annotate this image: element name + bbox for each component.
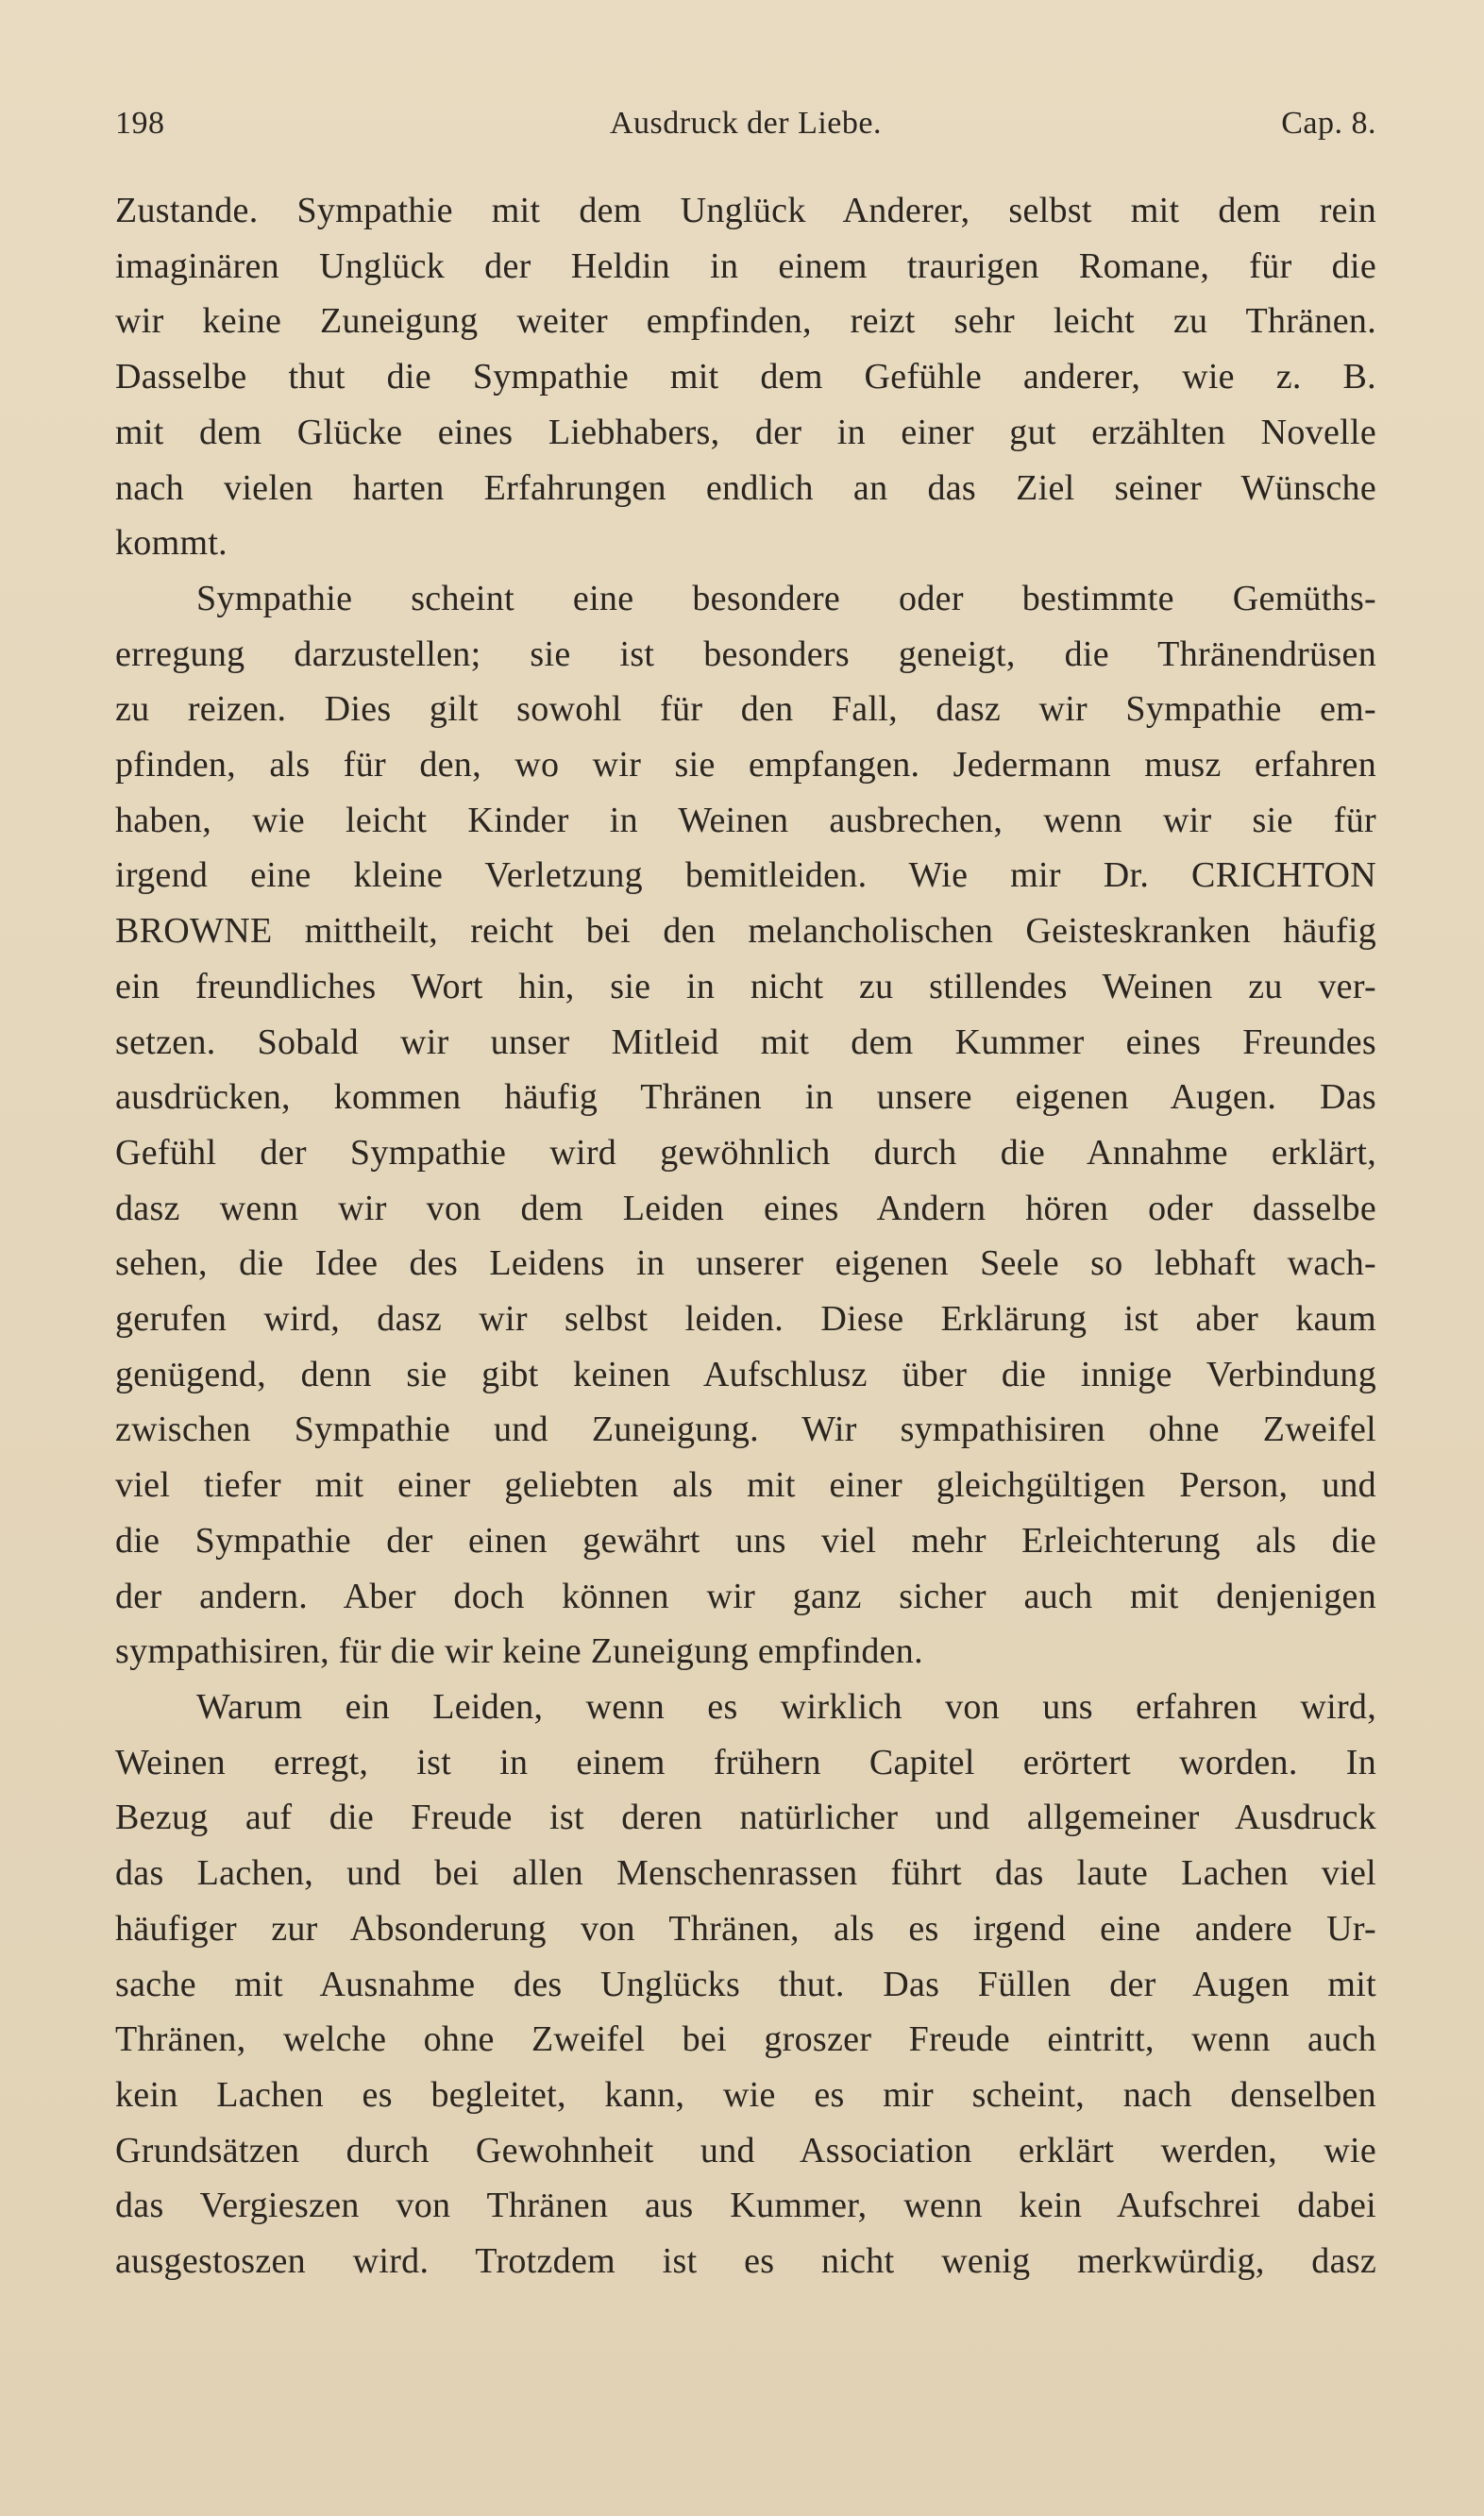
text-line: Thränen, welche ohne Zweifel bei groszer Freude eintritt, wenn auch [115,2019,1376,2060]
text-line: sehen, die Idee des Leidens in unserer eigenen Seele so lebhaft wach- [115,1243,1376,1284]
text-line: genügend, denn sie gibt keinen Aufschlusz über die innige Verbindung [115,1354,1376,1394]
text-line: Weinen erregt, ist in einem frühern Capitel erörtert worden. In [115,1742,1376,1782]
text-line: sache mit Ausnahme des Unglücks thut. Das Füllen der Augen mit [115,1964,1376,2004]
text-line: imaginären Unglück der Heldin in einem traurigen Romane, für die [115,245,1376,286]
paragraph-3 [115,1680,1376,2289]
text-line: zwischen Sympathie und Zuneigung. Wir sympathisiren ohne Zweifel [115,1410,1376,1450]
text-line: irgend eine kleine Verletzung bemitleiden. Wie mir Dr. CRICHTON [115,855,1376,896]
text-line: das Vergieszen von Thränen aus Kummer, wenn kein Aufschrei dabei [115,2186,1376,2226]
running-title: Ausdruck der Liebe. [609,106,882,141]
text-line: pfinden, als für den, wo wir sie empfangen. Jedermann musz erfahren [115,745,1376,785]
text-line: häufiger zur Absonderung von Thränen, als es irgend eine andere Ur- [115,1908,1376,1949]
text-line: BROWNE mittheilt, reicht bei den melancholischen Geisteskranken häufig [115,911,1376,952]
text-line: sympathisiren, für die wir keine Zuneigung empfinden. [115,1631,923,1672]
text-line: erregung darzustellen; sie ist besonders geneigt, die Thränendrüsen [115,633,1376,674]
text-line: wir keine Zuneigung weiter empfinden, reizt sehr leicht zu Thränen. [115,301,1376,342]
text-line: ausdrücken, kommen häufig Thränen in unsere eigenen Augen. Das [115,1077,1376,1118]
text-line: Gefühl der Sympathie wird gewöhnlich durch die Annahme erklärt, [115,1132,1376,1173]
text-line: kein Lachen es begleitet, kann, wie es mir scheint, nach denselben [115,2074,1376,2115]
text-line: der andern. Aber doch können wir ganz sicher auch mit denjenigen [115,1576,1376,1616]
paragraph-1 [115,183,1376,571]
text-line: Grundsätzen durch Gewohnheit und Association erklärt werden, wie [115,2130,1376,2170]
text-line: das Lachen, und bei allen Menschenrassen führt das laute Lachen viel [115,1853,1376,1894]
text-line: dasz wenn wir von dem Leiden eines Andern hören oder dasselbe [115,1188,1376,1228]
text-line: mit dem Glücke eines Liebhabers, der in einer gut erzählten Novelle [115,412,1376,452]
page-number: 198 [115,106,165,141]
text-line: Bezug auf die Freude ist deren natürlicher und allgemeiner Ausdruck [115,1798,1376,1838]
text-line: die Sympathie der einen gewährt uns viel mehr Erleichterung als die [115,1520,1376,1561]
text-line: kommt. [115,523,228,564]
text-line: viel tiefer mit einer geliebten als mit einer gleichgültigen Person, und [115,1465,1376,1506]
text-line: Zustande. Sympathie mit dem Unglück Anderer, selbst mit dem rein [115,191,1376,230]
text-line: zu reizen. Dies gilt sowohl für den Fall, dasz wir Sympathie em- [115,689,1376,730]
text-line: Warum ein Leiden, wenn es wirklich von uns erfahren wird, [196,1686,1376,1727]
body-text [115,183,1376,2289]
paragraph-2 [115,571,1376,1680]
chapter-label: Cap. 8. [1281,106,1376,141]
text-line: Sympathie scheint eine besondere oder bestimmte Gemüths- [196,578,1376,618]
text-line: haben, wie leicht Kinder in Weinen ausbrechen, wenn wir sie für [115,800,1376,840]
text-line: gerufen wird, dasz wir selbst leiden. Diese Erklärung ist aber kaum [115,1299,1376,1340]
running-header [115,102,1376,145]
text-line: ein freundliches Wort hin, sie in nicht zu stillendes Weinen zu ver- [115,966,1376,1006]
text-line: Dasselbe thut die Sympathie mit dem Gefühle anderer, wie z. B. [115,357,1376,397]
text-line: ausgestoszen wird. Trotzdem ist es nicht wenig merkwürdig, dasz [115,2241,1376,2282]
text-line: setzen. Sobald wir unser Mitleid mit dem Kummer eines Freundes [115,1022,1376,1062]
text-line: nach vielen harten Erfahrungen endlich an das Ziel seiner Wünsche [115,467,1376,508]
